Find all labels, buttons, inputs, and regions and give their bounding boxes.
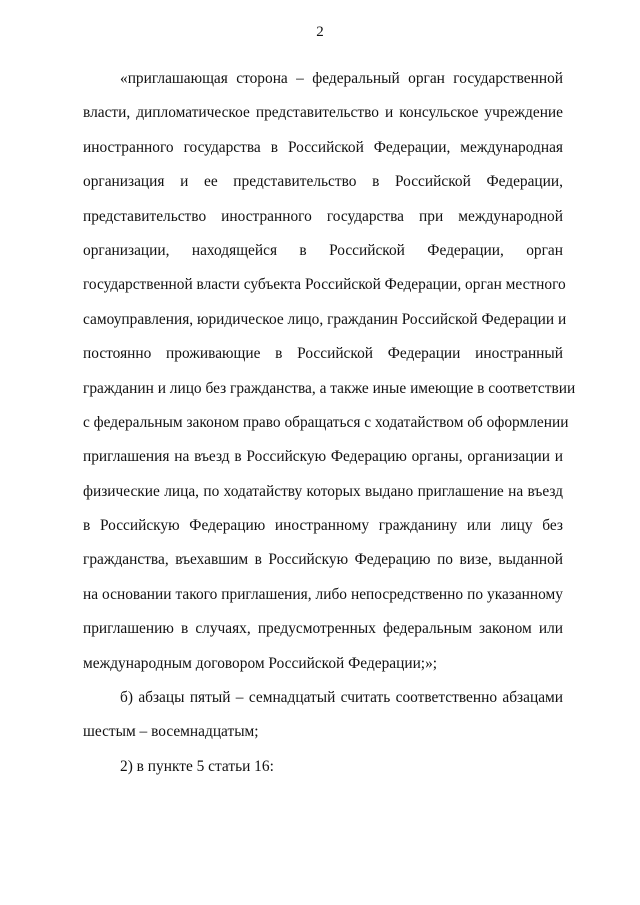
text-line: приглашения на въезд в Российскую Федерацию органы, организации и xyxy=(83,448,563,466)
text-line: «приглашающая сторона – федеральный орган государственной xyxy=(120,70,563,87)
text-line: шестым – восемнадцатым; xyxy=(83,723,259,741)
text-line: представительство иностранного государства при международной xyxy=(83,207,563,225)
text-line: гражданства, въехавшим в Российскую Федерацию по визе, выданной xyxy=(83,551,563,569)
text-line: государственной власти субъекта Российской Федерации, орган местного xyxy=(83,276,566,294)
text-line: организация и ее представительство в Российской Федерации, xyxy=(83,173,563,191)
text-line: физические лица, по ходатайству которых выдано приглашение на въезд xyxy=(83,482,563,500)
text-line: гражданин и лицо без гражданства, а также иные имеющие в соответствии xyxy=(83,379,576,397)
text-line: международным договором Российской Федерации;»; xyxy=(83,654,438,672)
text-line: в Российскую Федерацию иностранному гражданину или лицу без xyxy=(83,517,563,535)
text-line: постоянно проживающие в Российской Федерации иностранный xyxy=(83,345,563,363)
text-line: б) абзацы пятый – семнадцатый считать соответственно абзацами xyxy=(120,689,563,707)
paragraph-item-2 xyxy=(83,750,563,784)
text-line: организации, находящейся в Российской Федерации, орган xyxy=(83,241,563,259)
page-number: 2 xyxy=(316,24,324,40)
text-line: власти, дипломатическое представительство и консульское учреждение xyxy=(83,104,563,122)
text-line: приглашению в случаях, предусмотренных федеральным законом или xyxy=(83,620,563,638)
document-body xyxy=(83,62,576,784)
text-line: на основании такого приглашения, либо непосредственно по указанному xyxy=(83,585,563,603)
text-line: с федеральным законом право обращаться с ходатайством об оформлении xyxy=(83,413,569,431)
text-line: самоуправления, юридическое лицо, гражданин Российской Федерации и xyxy=(83,310,567,328)
text-line: 2) в пункте 5 статьи 16: xyxy=(120,757,274,775)
text-line: иностранного государства в Российской Федерации, международная xyxy=(83,138,563,156)
paragraph-definition xyxy=(83,62,576,681)
paragraph-item-b xyxy=(83,681,563,750)
